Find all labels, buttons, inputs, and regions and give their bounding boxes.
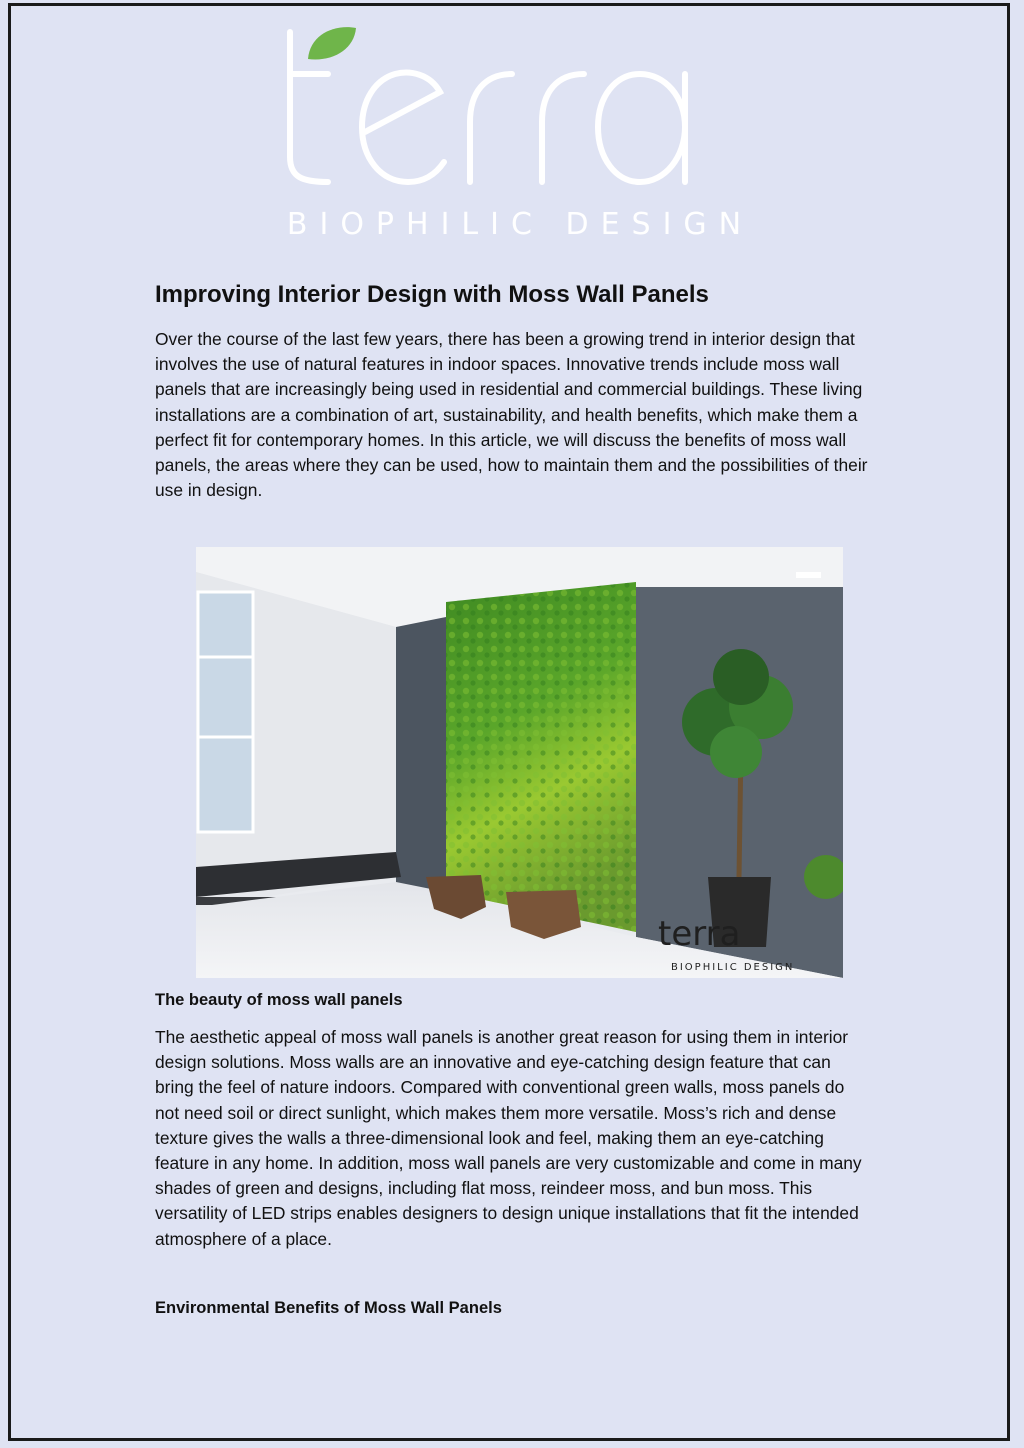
intro-paragraph: Over the course of the last few years, there has been a growing trend in interior design that involves the use of natural features in indoor spaces. Innovative trends include moss wall panels that are increasingly being used in residential and commercial buildings. These living installations are a combination of art, sustainability, and health benefits, which make them a perfect fit for contemporary homes. In this article, we will discuss the benefits of moss wall panels, the areas where they can be used, how to maintain them and the possibilities of their use in design. bbox=[155, 329, 868, 501]
leaf-icon bbox=[308, 27, 356, 59]
brand-tagline: BIOPHILIC DESIGN bbox=[286, 207, 754, 242]
terra-wordmark bbox=[280, 22, 760, 212]
section-heading-environmental: Environmental Benefits of Moss Wall Panels bbox=[155, 1299, 502, 1317]
section-heading-beauty: The beauty of moss wall panels bbox=[155, 991, 403, 1009]
watermark-brand: terra bbox=[658, 914, 741, 954]
moss-wall-photo bbox=[196, 547, 843, 978]
beauty-paragraph: The aesthetic appeal of moss wall panels is another great reason for using them in interior design solutions. Moss walls are an innovative and eye-catching design feature that can bring the feel of nature indoors. Compared with conventional green walls, moss panels do not need soil or direct sunlight, which makes them more versatile. Moss’s rich and dense texture gives the walls a three-dimensional look and feel, making them an eye-catching feature in any home. In addition, moss wall panels are very customizable and come in many shades of green and designs, including flat moss, reindeer moss, and bun moss. This versatility of LED strips enables designers to design unique installations that fit the intended atmosphere of a place. bbox=[155, 1027, 862, 1249]
moss-wall-illustration bbox=[196, 547, 843, 978]
article-title: Improving Interior Design with Moss Wall Panels bbox=[155, 281, 709, 308]
watermark-tagline: BIOPHILIC DESIGN bbox=[671, 962, 795, 973]
